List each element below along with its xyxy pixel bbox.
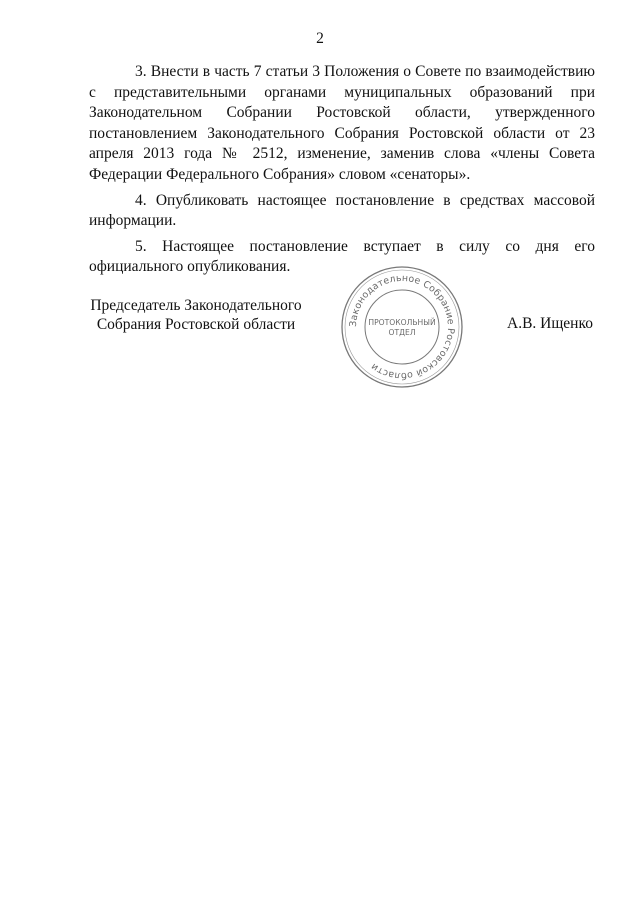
paragraph-4: 4. Опубликовать настоящее постановление в средствах массовой информации. — [89, 191, 595, 230]
signatory-name: А.В. Ищенко — [507, 315, 593, 332]
stamp-inner-line1: ПРОТОКОЛЬНЫЙ — [368, 318, 436, 327]
page-number: 2 — [316, 30, 324, 47]
signatory-position-line2: Собрания Ростовской области — [96, 316, 296, 333]
stamp-ring-text: Законодательное Собрание Ростовской области — [347, 272, 457, 382]
paragraph-3: 3. Внести в часть 7 статьи 3 Положения о Совете по взаимодействию с представительными органами муниципальных образований при Законодательном Собрании Ростовской области, утвержденного постановлением Законодательного Собрания Ростовской области от 23 апреля 2013 года № 2512, изменение, заменив слова «члены Совета Федерации Федерального Собрания» словом «сенаторы». — [89, 63, 595, 183]
paragraph-5: 5. Настоящее постановление вступает в силу со дня его официального опубликования. — [89, 237, 595, 276]
signatory-position — [90, 296, 302, 334]
document-body — [89, 62, 595, 283]
signature-block — [0, 296, 640, 416]
signatory-position-line1: Председатель Законодательного — [90, 297, 302, 314]
official-stamp — [339, 264, 465, 390]
stamp-inner-line2: ОТДЕЛ — [388, 328, 416, 337]
